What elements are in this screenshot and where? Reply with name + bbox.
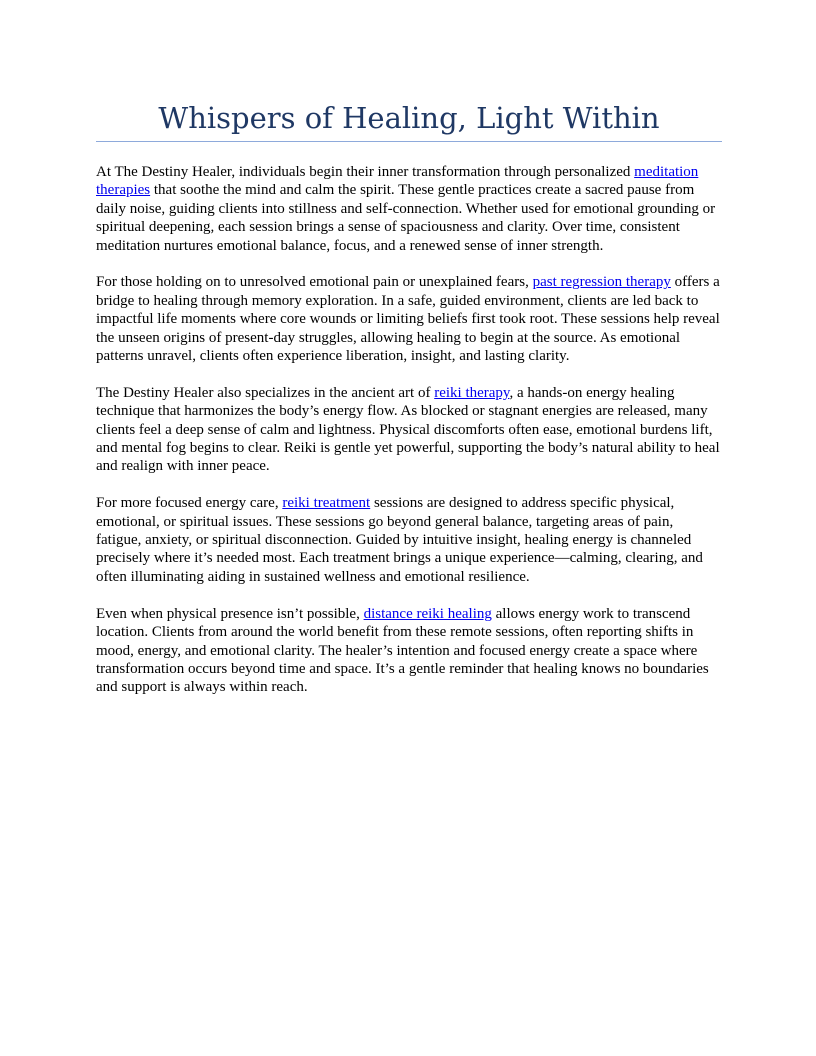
title-divider bbox=[96, 141, 722, 142]
page-title: Whispers of Healing, Light Within bbox=[158, 101, 660, 135]
link-meditation-therapies[interactable]: meditation therapies bbox=[96, 164, 699, 199]
document-page bbox=[96, 96, 722, 715]
paragraph-text: At The Destiny Healer, individuals begin their inner transformation through personalized bbox=[96, 164, 635, 180]
paragraph-text: Even when physical presence isn’t possible, bbox=[96, 605, 364, 622]
paragraph-text: For those holding on to unresolved emotional pain or unexplained fears, bbox=[96, 274, 533, 291]
paragraph-reiki-treatment bbox=[96, 494, 722, 586]
paragraph-text: that soothe the mind and calm the spirit. These gentle practices create a sacred pause from daily noise, guiding clients into stillness and self-connection. Whether used for emotional grounding or spiritual deepening, each session brings a sense of spaciousness and clarity. Over time, consistent meditation nurtures emotional balance, focus, and a renewed sense of inner strength. bbox=[96, 182, 716, 254]
link-past-regression-therapy[interactable]: past regression therapy bbox=[532, 274, 671, 291]
paragraph-reiki-therapy bbox=[96, 384, 722, 476]
paragraph-meditation bbox=[96, 163, 722, 255]
link-reiki-treatment[interactable]: reiki treatment bbox=[282, 495, 371, 512]
paragraph-text: For more focused energy care, bbox=[96, 495, 283, 512]
paragraph-past-regression bbox=[96, 273, 722, 365]
link-reiki-therapy[interactable]: reiki therapy bbox=[434, 384, 510, 401]
paragraph-text: , a hands-on energy healing technique that harmonizes the body’s energy flow. As blocked or stagnant energies are released, many clients feel a deep sense of calm and lightness. Physical discomforts often ease, emotional burdens lift, and mental fog begins to clear. Reiki is gentle yet powerful, supporting the body’s natural ability to heal and realign with inner peace. bbox=[96, 384, 720, 475]
paragraph-text: The Destiny Healer also specializes in the ancient art of bbox=[96, 384, 435, 401]
paragraph-text: sessions are designed to address specific physical, emotional, or spiritual issues. These sessions go beyond general balance, targeting areas of pain, fatigue, anxiety, or spiritual disconnection. Guided by intuitive insight, healing energy is channeled precisely where it’s needed most. Each treatment brings a unique experience—calming, clearing, and often illuminating aiding in sustained wellness and emotional resilience. bbox=[96, 495, 703, 585]
paragraph-distance-reiki bbox=[96, 605, 722, 697]
paragraph-text: allows energy work to transcend location. Clients from around the world benefit from these remote sessions, often reporting shifts in mood, energy, and emotional clarity. The healer’s intention and focused energy create a space where transformation occurs beyond time and space. It’s a gentle reminder that healing knows no boundaries and support is always within reach. bbox=[96, 605, 709, 696]
paragraph-text: offers a bridge to healing through memory exploration. In a safe, guided environment, clients are led back to impactful life moments where core wounds or limiting beliefs first took root. These sessions help reveal the unseen origins of present-day struggles, allowing healing to begin at the source. As emotional patterns unravel, clients often experience liberation, insight, and lasting clarity. bbox=[96, 274, 720, 365]
link-distance-reiki-healing[interactable]: distance reiki healing bbox=[363, 605, 492, 622]
